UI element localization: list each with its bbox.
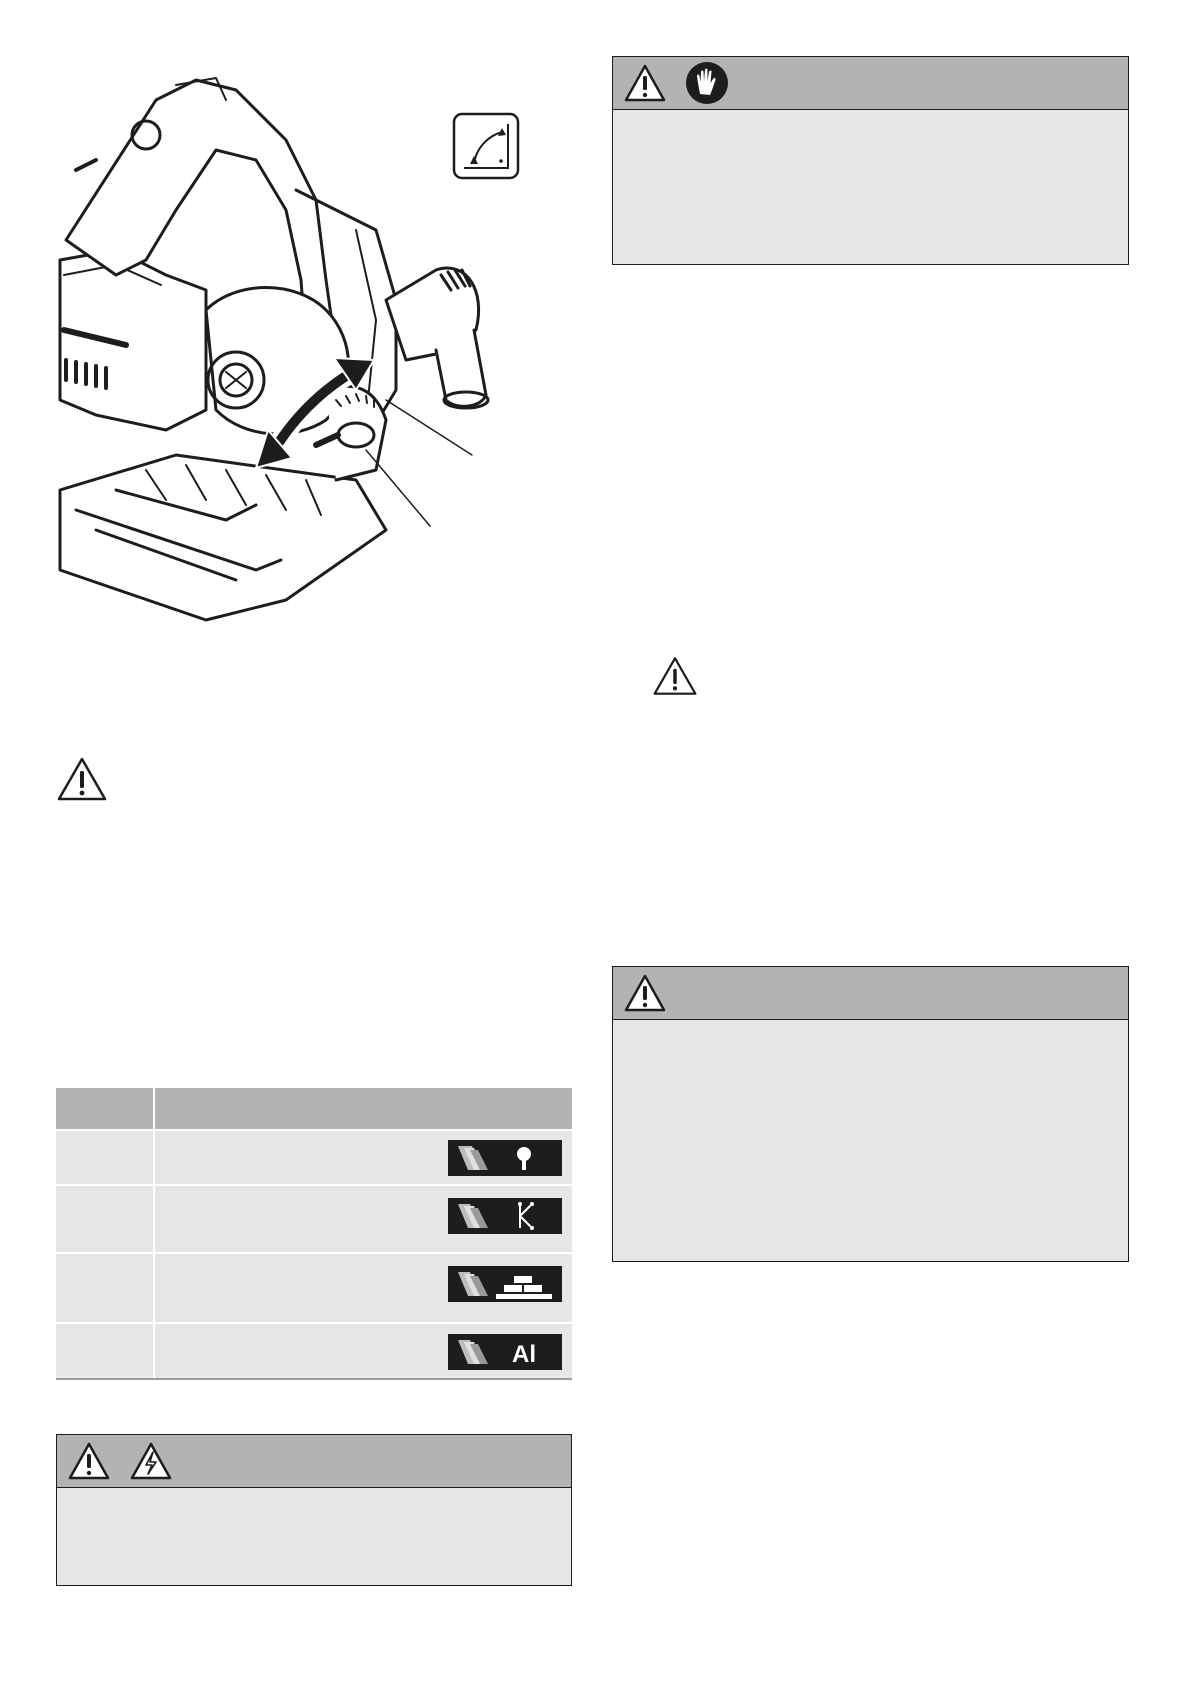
table-row (56, 1323, 572, 1379)
protective-gloves-icon (685, 61, 729, 105)
table-header-row (56, 1088, 572, 1130)
aluminium-icon (448, 1334, 562, 1370)
warning-box-header (613, 967, 1128, 1020)
gloves-warning-box (612, 56, 1129, 265)
table-header-cell (154, 1088, 572, 1130)
table-row (56, 1185, 572, 1253)
warning-triangle-icon (652, 655, 698, 697)
table-cell (56, 1185, 154, 1253)
table-row (56, 1130, 572, 1185)
table-cell (56, 1253, 154, 1323)
aluminium-label: Al (512, 1341, 536, 1368)
table-cell (154, 1185, 572, 1253)
brick-icon (448, 1266, 562, 1302)
warning-box-header (57, 1435, 571, 1488)
table-cell (154, 1253, 572, 1323)
table-header-cell (56, 1088, 154, 1130)
circular-saw-figure (56, 60, 576, 640)
saw-blade-table (56, 1088, 572, 1380)
electric-warning-box (56, 1434, 572, 1586)
warning-box (612, 966, 1129, 1262)
warning-triangle-icon (623, 973, 667, 1013)
table-cell (154, 1130, 572, 1185)
bevel-angle-icon (454, 114, 518, 178)
table-cell (154, 1323, 572, 1379)
electric-shock-icon (129, 1441, 173, 1481)
wood-icon (448, 1140, 562, 1176)
warning-triangle-icon (623, 63, 667, 103)
warning-triangle-icon (67, 1441, 111, 1481)
circular-saw-illustration (56, 60, 576, 640)
table-cell (56, 1130, 154, 1185)
warning-box-header (613, 57, 1128, 110)
table-row (56, 1253, 572, 1323)
warning-triangle-icon (56, 756, 108, 802)
table-cell (56, 1323, 154, 1379)
plastic-icon (448, 1198, 562, 1234)
